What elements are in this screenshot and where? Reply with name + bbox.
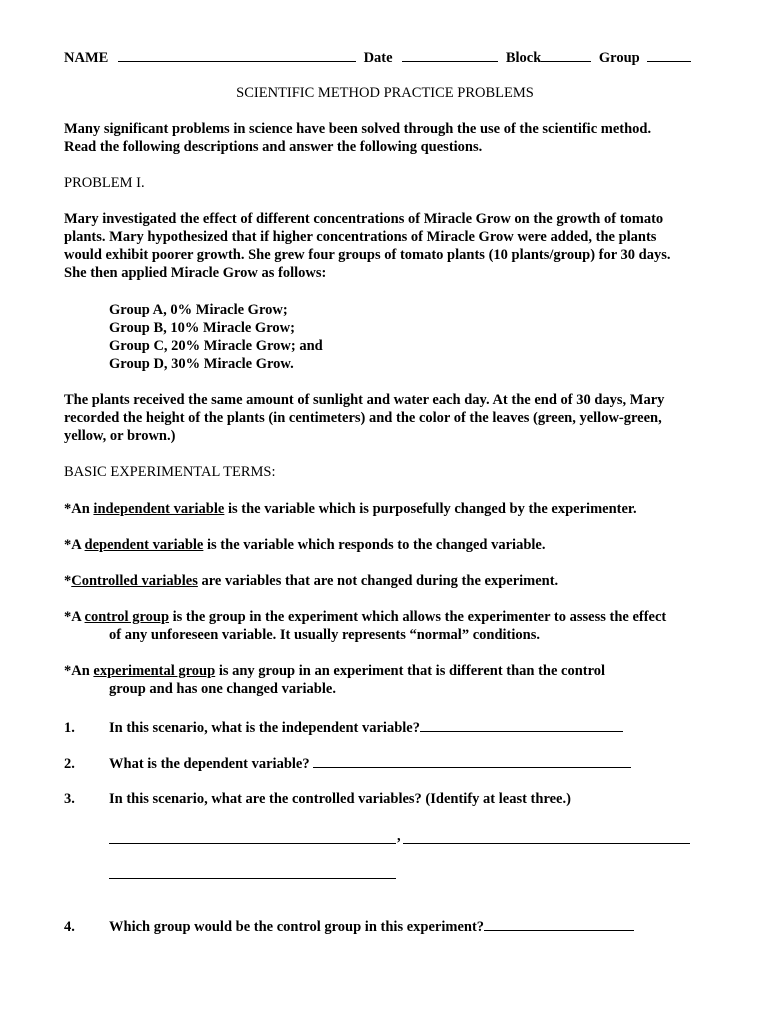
date-field[interactable] <box>402 47 498 62</box>
group-label: Group <box>598 50 640 66</box>
answer-3b-field[interactable] <box>403 843 690 844</box>
answer-4-field[interactable] <box>484 916 634 931</box>
intro-line-2: Read the following descriptions and answer the following questions. <box>64 139 483 155</box>
date-label: Date <box>363 50 393 66</box>
term-dependent-word: dependent variable <box>84 537 204 553</box>
term-control-group: *A control group is the group in the experiment which allows the experimenter to assess the effect <box>64 609 667 625</box>
group-item-d: Group D, 30% Miracle Grow. <box>109 356 294 372</box>
problem-line-2: plants. Mary hypothesized that if higher concentrations of Miracle Grow were added, the plants <box>64 229 657 245</box>
term-control-group-word: control group <box>84 609 170 625</box>
question-3 <box>64 790 571 808</box>
term-controlled-word: Controlled variables <box>71 573 198 589</box>
question-4 <box>64 916 634 936</box>
answer-1-field[interactable] <box>420 717 623 732</box>
problem-line-1: Mary investigated the effect of different concentrations of Miracle Grow on the growth of tomato <box>64 211 664 227</box>
question-4-number: 4. <box>64 919 75 935</box>
name-field[interactable] <box>118 47 356 62</box>
term-dependent: *A dependent variable is the variable which responds to the changed variable. <box>64 537 546 553</box>
question-1-number: 1. <box>64 720 75 736</box>
block-label: Block <box>505 50 542 66</box>
answer-3-comma: , <box>397 828 401 844</box>
page-title: SCIENTIFIC METHOD PRACTICE PROBLEMS <box>236 85 534 101</box>
problem-line-4: She then applied Miracle Grow as follows: <box>64 265 327 281</box>
terms-heading: BASIC EXPERIMENTAL TERMS: <box>64 464 276 480</box>
result-line-1: The plants received the same amount of sunlight and water each day. At the end of 30 days, Mary <box>64 392 665 408</box>
question-2 <box>64 753 631 773</box>
result-line-2: recorded the height of the plants (in centimeters) and the color of the leaves (green, yellow-green, <box>64 410 662 426</box>
question-1-text: In this scenario, what is the independent variable? <box>109 720 420 736</box>
term-experimental-group-word: experimental group <box>93 663 216 679</box>
question-2-text: What is the dependent variable? <box>109 756 314 772</box>
question-3-text: In this scenario, what are the controlled variables? (Identify at least three.) <box>109 791 571 807</box>
result-line-3: yellow, or brown.) <box>64 428 176 444</box>
question-4-text: Which group would be the control group in this experiment? <box>109 919 485 935</box>
header-row <box>64 47 691 67</box>
intro-line-1: Many significant problems in science have been solved through the use of the scientific method. <box>64 121 652 137</box>
question-2-number: 2. <box>64 756 75 772</box>
answer-2-field[interactable] <box>313 753 631 768</box>
term-experimental-group: *An experimental group is any group in an experiment that is different than the control <box>64 663 606 679</box>
answer-3c-field[interactable] <box>109 878 396 879</box>
problem-heading: PROBLEM I. <box>64 175 145 191</box>
group-item-b: Group B, 10% Miracle Grow; <box>109 320 295 336</box>
group-item-a: Group A, 0% Miracle Grow; <box>109 302 288 318</box>
problem-line-3: would exhibit poorer growth. She grew four groups of tomato plants (10 plants/group) for 30 days. <box>64 247 671 263</box>
term-independent-word: independent variable <box>93 501 225 517</box>
question-3-number: 3. <box>64 791 75 807</box>
question-1 <box>64 717 623 737</box>
name-label: NAME <box>64 50 109 66</box>
block-field[interactable] <box>541 47 591 62</box>
term-experimental-group-cont: group and has one changed variable. <box>109 681 336 697</box>
term-controlled: *Controlled variables are variables that are not changed during the experiment. <box>64 573 559 589</box>
group-item-c: Group C, 20% Miracle Grow; and <box>109 338 323 354</box>
group-field[interactable] <box>647 47 691 62</box>
term-control-group-cont: of any unforeseen variable. It usually represents “normal” conditions. <box>109 627 540 643</box>
answer-3a-field[interactable] <box>109 843 396 844</box>
term-independent: *An independent variable is the variable which is purposefully changed by the experimenter. <box>64 501 637 517</box>
